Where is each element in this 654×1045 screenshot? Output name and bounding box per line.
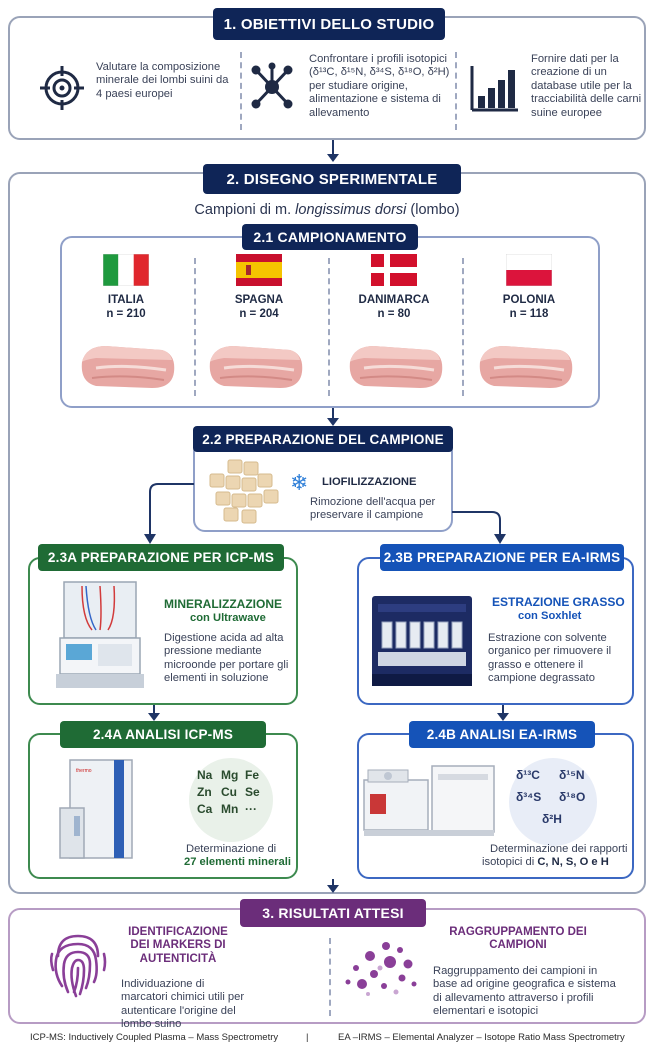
irms-desc: Determinazione dei rapporti: [490, 843, 628, 855]
isotope-symbol: δ¹⁵N: [559, 768, 585, 782]
divider: [455, 52, 457, 130]
lyophilization-label: LIOFILIZZAZIONE: [322, 476, 417, 488]
denmark-flag-icon: [371, 254, 417, 286]
divider: [329, 938, 331, 1016]
isotope-symbol: δ¹⁸O: [559, 790, 586, 804]
icp-ms-instrument-image: [52, 754, 144, 866]
divider: [462, 258, 464, 396]
design-subtitle: Campioni di m. longissimus dorsi (lombo): [194, 202, 460, 218]
element-grid: [197, 768, 269, 816]
country-n: n = 118: [509, 308, 549, 320]
country-name: ITALIA: [107, 294, 145, 306]
country-n: n = 80: [377, 308, 411, 320]
objective-3-text: Fornire dati per la creazione di un database utile per la tracciabilità delle carni suine europee: [531, 53, 642, 119]
flow-arrow-head: [327, 885, 339, 893]
divider: [240, 52, 242, 130]
ultrawave-device-image: [52, 578, 148, 698]
icp-prep-header: 2.3A PREPARAZIONE PER ICP-MS: [38, 544, 284, 571]
element-symbol: Fe: [245, 768, 260, 782]
ultrawave-label: con Ultrawave: [190, 612, 266, 624]
fingerprint-icon: [44, 930, 112, 1002]
country-name: POLONIA: [502, 294, 556, 306]
pork-loin-image: [204, 334, 308, 394]
element-symbol: Zn: [197, 785, 212, 799]
icp-desc: Determinazione di: [186, 843, 277, 855]
footer-icp-definition: ICP-MS: Inductively Coupled Plasma – Mass Spectrometry: [30, 1032, 279, 1043]
objectives-header: 1. OBIETTIVI DELLO STUDIO: [213, 8, 445, 40]
cluster-dots-icon: [340, 938, 422, 1002]
bar-chart-icon: [468, 62, 520, 114]
mineralization-desc: Digestione acida ad alta pressione mediante microonde per portare gli elementi in soluzione: [164, 632, 289, 685]
lyophilization-desc: Rimozione dell'acqua per preservare il campione: [310, 496, 436, 522]
snowflake-icon: ❄: [290, 470, 309, 495]
isotope-symbol: δ³⁴S: [516, 790, 542, 804]
ea-irms-instrument-image: [362, 764, 498, 838]
preparation-header: 2.2 PREPARAZIONE DEL CAMPIONE: [193, 426, 453, 452]
country-name: SPAGNA: [234, 294, 284, 306]
element-symbol: Mn: [221, 802, 239, 816]
pork-loin-image: [344, 334, 448, 394]
branch-arrows: [140, 470, 520, 550]
isotope-symbol: δ¹³C: [516, 768, 540, 782]
country-name: DANIMARCA: [358, 294, 430, 306]
country-n: n = 210: [106, 308, 146, 320]
element-symbol: Mg: [221, 768, 239, 782]
flow-arrow-head: [148, 713, 160, 721]
isotope-symbol: δ²H: [542, 812, 562, 826]
irms-desc-isotopes: isotopici di C, N, S, O e H: [482, 856, 609, 868]
markers-desc: Individuazione di marcatori chimici utili per autenticare l'origine del lombo suino: [121, 978, 245, 1031]
irms-analysis-header: 2.4B ANALISI EA-IRMS: [409, 721, 595, 748]
element-symbol: Na: [197, 768, 213, 782]
soxhlet-device-image: [366, 590, 478, 692]
objective-2-text: Confrontare i profili isotopici (δ¹³C, δ¹⁵N, δ³⁴S, δ¹⁸O, δ²H) per studiare origine, alimentazione e sistema di allevamento: [309, 53, 450, 119]
svg-text:thermo: thermo: [76, 768, 92, 774]
pork-loin-image: [76, 334, 180, 394]
spain-flag-icon: [236, 254, 282, 286]
country-n: n = 204: [239, 308, 279, 320]
results-header: 3. RISULTATI ATTESI: [240, 899, 426, 927]
flow-arrow-head: [497, 713, 509, 721]
element-symbol: ···: [245, 802, 257, 816]
mineralization-label: MINERALIZZAZIONE: [164, 597, 282, 611]
fat-extraction-desc: Estrazione con solvente organico per rimuovere il grasso e ottenere il campione degrassato: [488, 632, 612, 685]
design-header: 2. DISEGNO SPERIMENTALE: [203, 164, 461, 194]
poland-flag-icon: [506, 254, 552, 286]
flow-arrow-head: [327, 418, 339, 426]
network-icon: [248, 62, 296, 112]
pork-loin-image: [474, 334, 578, 394]
soxhlet-label: con Soxhlet: [518, 610, 582, 622]
element-symbol: Cu: [221, 785, 237, 799]
divider: [328, 258, 330, 396]
target-icon: [36, 62, 88, 114]
sampling-header: 2.1 CAMPIONAMENTO: [242, 224, 418, 250]
footer-separator: |: [306, 1032, 309, 1043]
icp-desc-elements: 27 elementi minerali: [184, 856, 291, 868]
markers-title: IDENTIFICAZIONE DEI MARKERS DI AUTENTICITÀ: [128, 926, 228, 965]
divider: [194, 258, 196, 396]
grouping-desc: Raggruppamento dei campioni in base ad origine geografica e sistema di allevamento attraverso i profili elementari e isotopici: [433, 965, 616, 1018]
italy-flag-icon: [103, 254, 149, 286]
fat-extraction-label: ESTRAZIONE GRASSO: [492, 595, 625, 609]
flow-arrow-head: [327, 154, 339, 162]
element-symbol: Se: [245, 785, 260, 799]
irms-prep-header: 2.3B PREPARAZIONE PER EA-IRMS: [380, 544, 624, 571]
footer-irms-definition: EA –IRMS – Elemental Analyzer – Isotope Ratio Mass Spectrometry: [338, 1032, 625, 1043]
grouping-title: RAGGRUPPAMENTO DEI CAMPIONI: [449, 926, 587, 952]
element-symbol: Ca: [197, 802, 213, 816]
objective-1-text: Valutare la composizione minerale dei lombi suini da 4 paesi europei: [96, 61, 229, 100]
icp-analysis-header: 2.4A ANALISI ICP-MS: [60, 721, 266, 748]
